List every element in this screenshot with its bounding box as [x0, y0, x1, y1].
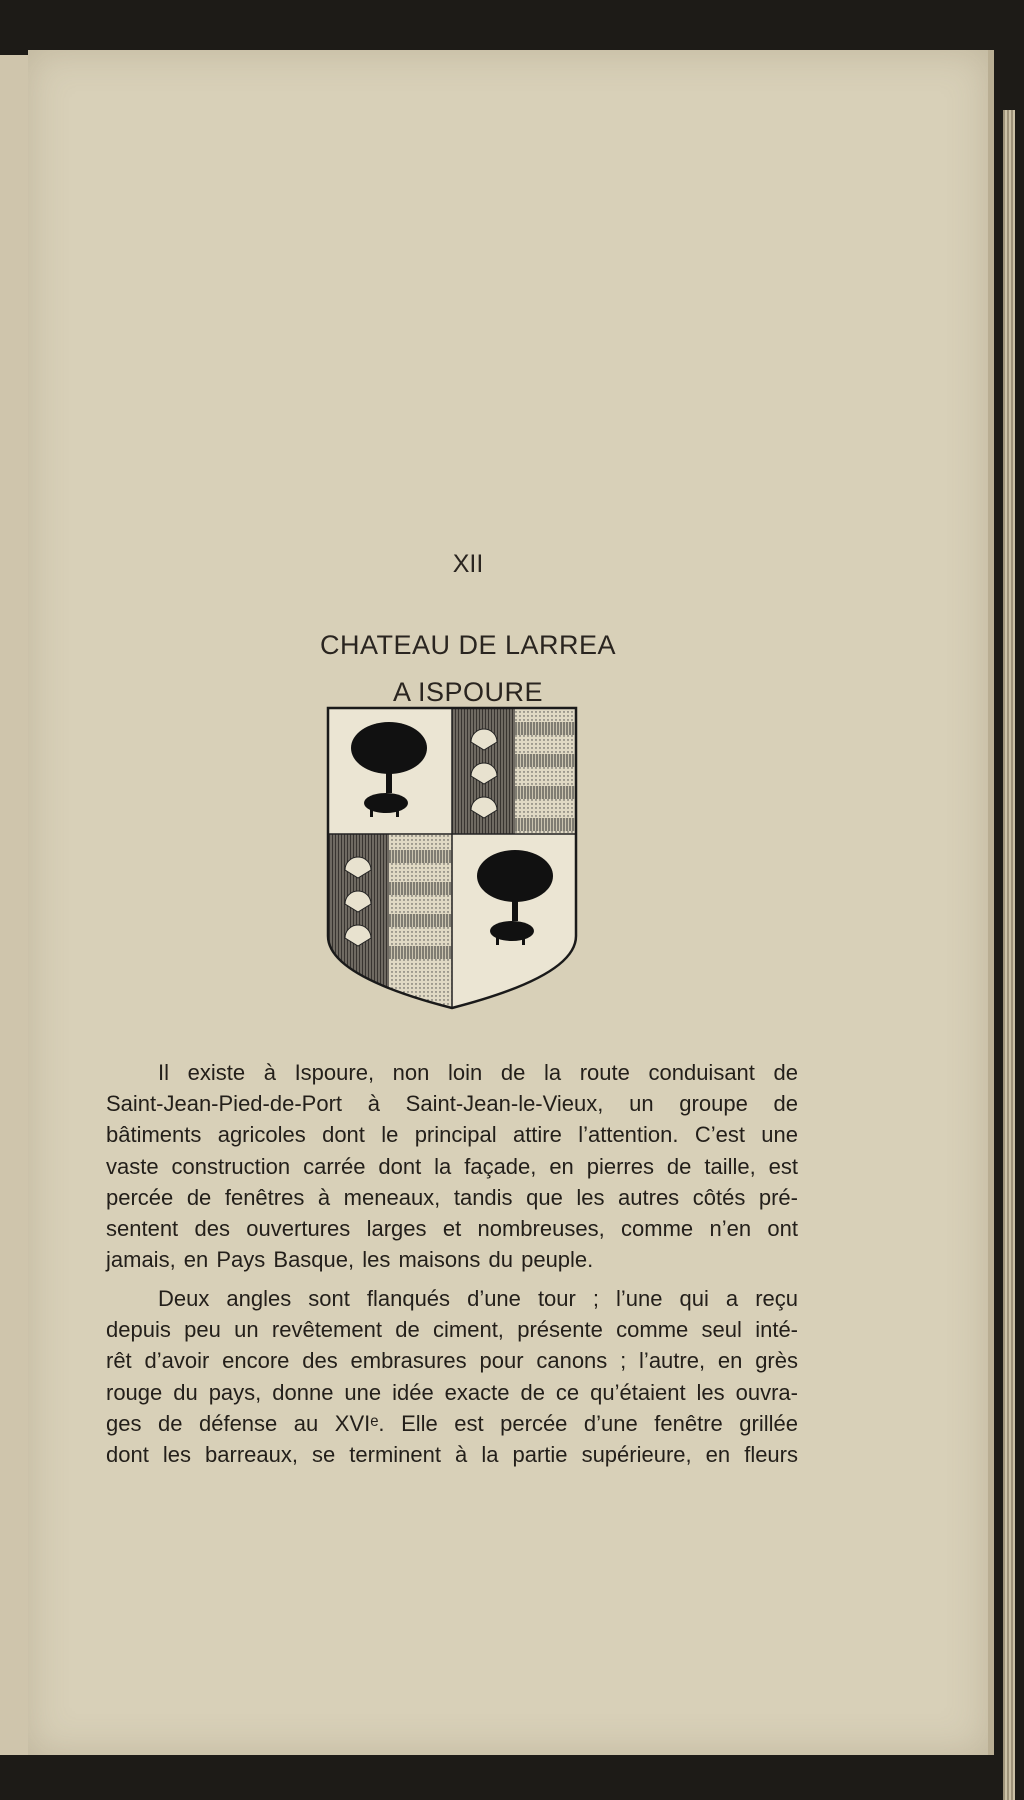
text-line: rouge du pays, donne une idée exacte de ce qu’étaient les ouvra-: [106, 1379, 798, 1405]
text-line: ges de défense au XVIᵉ. Elle est percée d’une fenêtre grillée: [106, 1410, 798, 1436]
text-line: rêt d’avoir encore des embrasures pour canons ; l’autre, en grès: [106, 1348, 798, 1374]
text-line: jamais, en Pays Basque, les maisons du peuple.: [106, 1247, 594, 1273]
text-line: percée de fenêtres à meneaux, tandis que les autres côtés pré-: [106, 1184, 798, 1210]
coat-of-arms-illustration: [326, 706, 578, 1012]
text-line: bâtiments agricoles dont le principal attire l’attention. C’est une: [106, 1122, 798, 1148]
chapter-title-line-1: CHATEAU DE LARREA: [319, 630, 617, 660]
chapter-number: XII: [452, 550, 484, 578]
paragraph-2: [106, 1283, 798, 1470]
text-line: Il existe à Ispoure, non loin de la route conduisant de: [158, 1060, 798, 1085]
text-line: sentent des ouvertures larges et nombreuses, comme n’en ont: [106, 1215, 798, 1241]
bands-top-right: [515, 706, 578, 834]
bands-bottom-left: [389, 834, 452, 1012]
text-line: Deux angles sont flanqués d’une tour ; l’une qui a reçu: [158, 1286, 798, 1311]
text-line: Saint-Jean-Pied-de-Port à Saint-Jean-le-Vieux, un groupe de: [106, 1091, 798, 1117]
text-line: vaste construction carrée dont la façade, en pierres de taille, est: [106, 1153, 798, 1179]
page-stack-edge: [1003, 110, 1015, 1800]
chapter-title-line-2: A ISPOURE: [392, 677, 544, 707]
text-line: dont les barreaux, se terminent à la partie supérieure, en fleurs: [106, 1441, 798, 1467]
text-line: depuis peu un revêtement de ciment, présente comme seul inté-: [106, 1317, 798, 1343]
paragraph-1: [106, 1057, 798, 1275]
